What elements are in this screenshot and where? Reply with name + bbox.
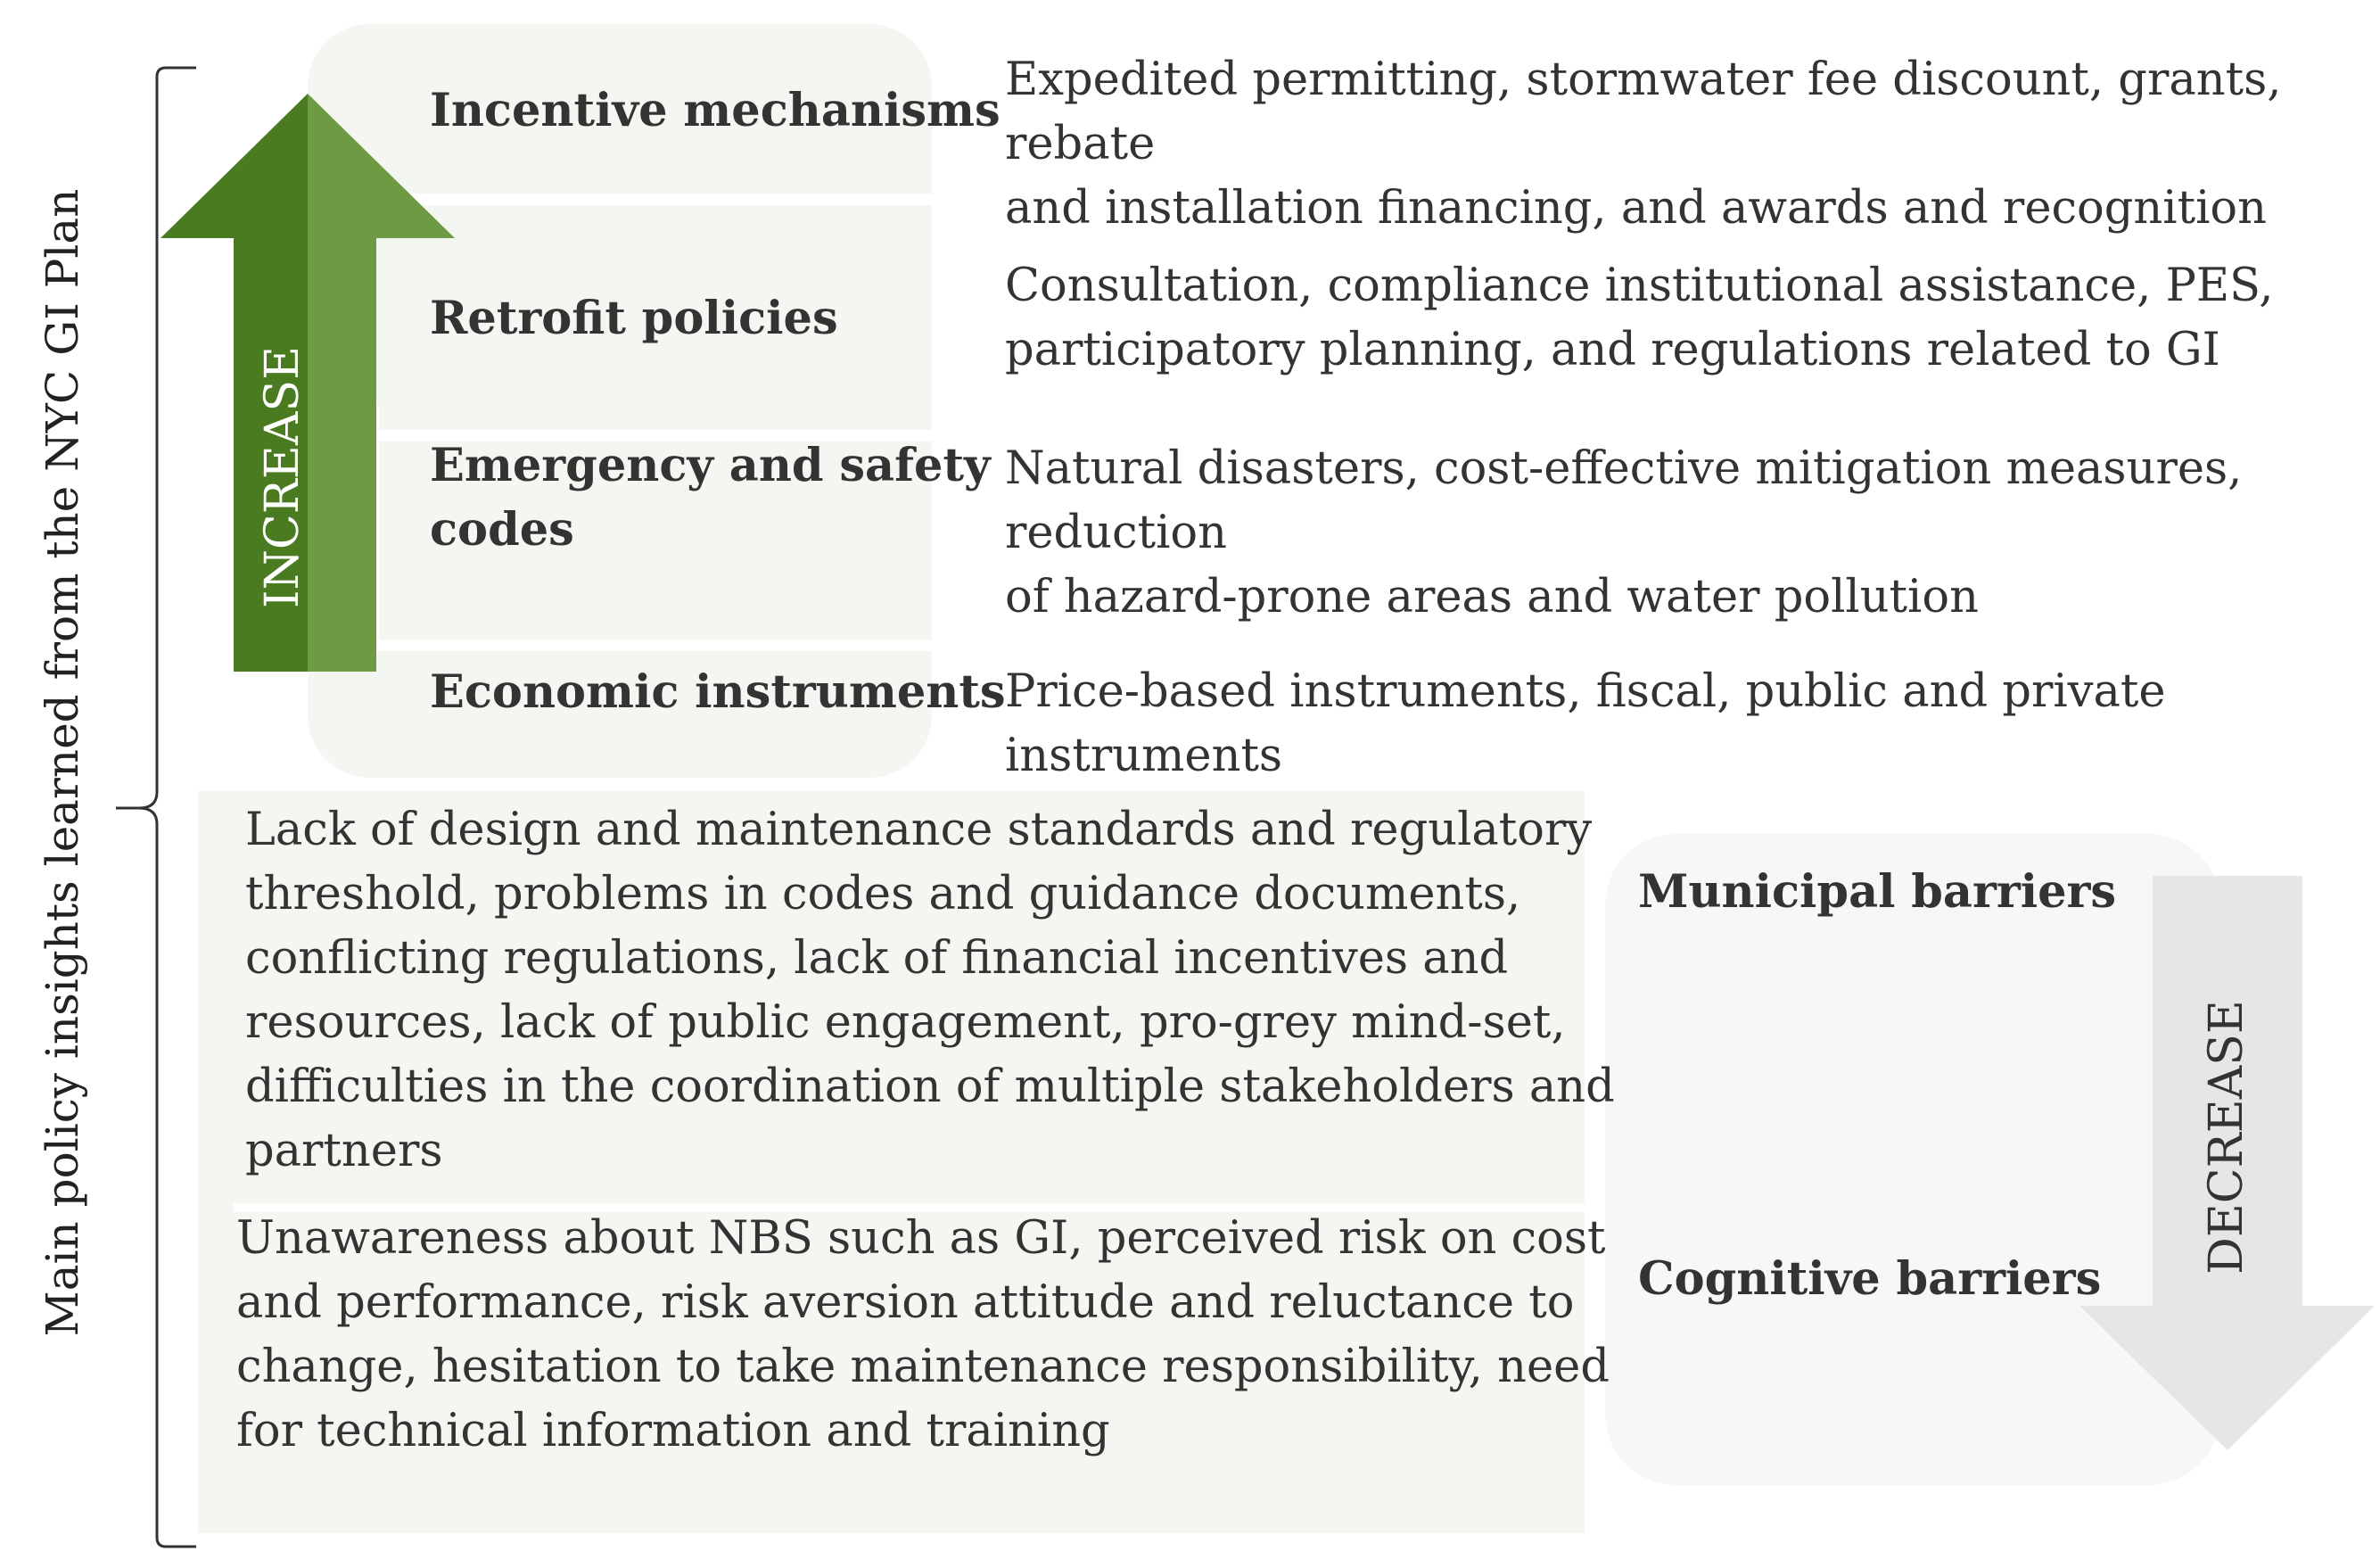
policy-name-retrofit: Retrofit policies	[430, 292, 838, 345]
barrier-name-municipal: Municipal barriers	[1638, 865, 2117, 919]
desc-line: Consultation, compliance institutional assistance, PES,	[1005, 260, 2274, 312]
desc-line: of hazard-prone areas and water pollution	[1005, 571, 1979, 623]
desc-line: Lack of design and maintenance standards and regulatory	[245, 804, 1593, 856]
barrier-desc-cognitive	[236, 1207, 1610, 1464]
barrier-name-cognitive: Cognitive barriers	[1638, 1252, 2102, 1306]
increase-label: INCREASE	[256, 345, 309, 609]
decrease-label: DECREASE	[2200, 1000, 2253, 1275]
desc-line: resources, lack of public engagement, pro-grey mind-set,	[245, 996, 1566, 1049]
side-label: Main policy insights learned from the NYC GI Plan	[37, 188, 88, 1337]
barrier-desc-municipal	[245, 798, 1615, 1184]
desc-line: partners	[245, 1125, 443, 1177]
policy-name-emergency	[430, 433, 991, 562]
policy-name-incentive: Incentive mechanisms	[430, 84, 1001, 137]
desc-line: Expedited permitting, stormwater fee discount, grants, rebate	[1005, 54, 2282, 170]
policy-desc-emergency	[1005, 437, 2380, 630]
desc-line: difficulties in the coordination of multiple stakeholders and	[245, 1060, 1615, 1113]
desc-line: change, hesitation to take maintenance responsibility, need	[236, 1341, 1610, 1393]
desc-line: Natural disasters, cost-effective mitigation measures, reduction	[1005, 442, 2243, 559]
desc-line: threshold, problems in codes and guidance documents,	[245, 868, 1521, 920]
desc-line: Price-based instruments, fiscal, public and private instruments	[1005, 665, 2166, 782]
policy-name-economic: Economic instruments	[430, 665, 1006, 719]
policy-name-line: codes	[430, 503, 574, 557]
desc-line: for technical information and training	[236, 1405, 1110, 1457]
bottom-panel-cut	[198, 1203, 234, 1533]
desc-line: and performance, risk aversion attitude and reluctance to	[236, 1276, 1575, 1329]
desc-line: and installation financing, and awards and recognition	[1005, 182, 2267, 235]
policy-desc-economic	[1005, 660, 2380, 788]
policy-name-line: Emergency and safety	[430, 439, 991, 492]
desc-line: participatory planning, and regulations related to GI	[1005, 324, 2220, 376]
desc-line: Unawareness about NBS such as GI, perceived risk on cost	[236, 1212, 1606, 1265]
desc-line: conflicting regulations, lack of financial incentives and	[245, 932, 1509, 985]
policy-desc-incentive	[1005, 48, 2380, 241]
policy-desc-retrofit	[1005, 254, 2273, 383]
